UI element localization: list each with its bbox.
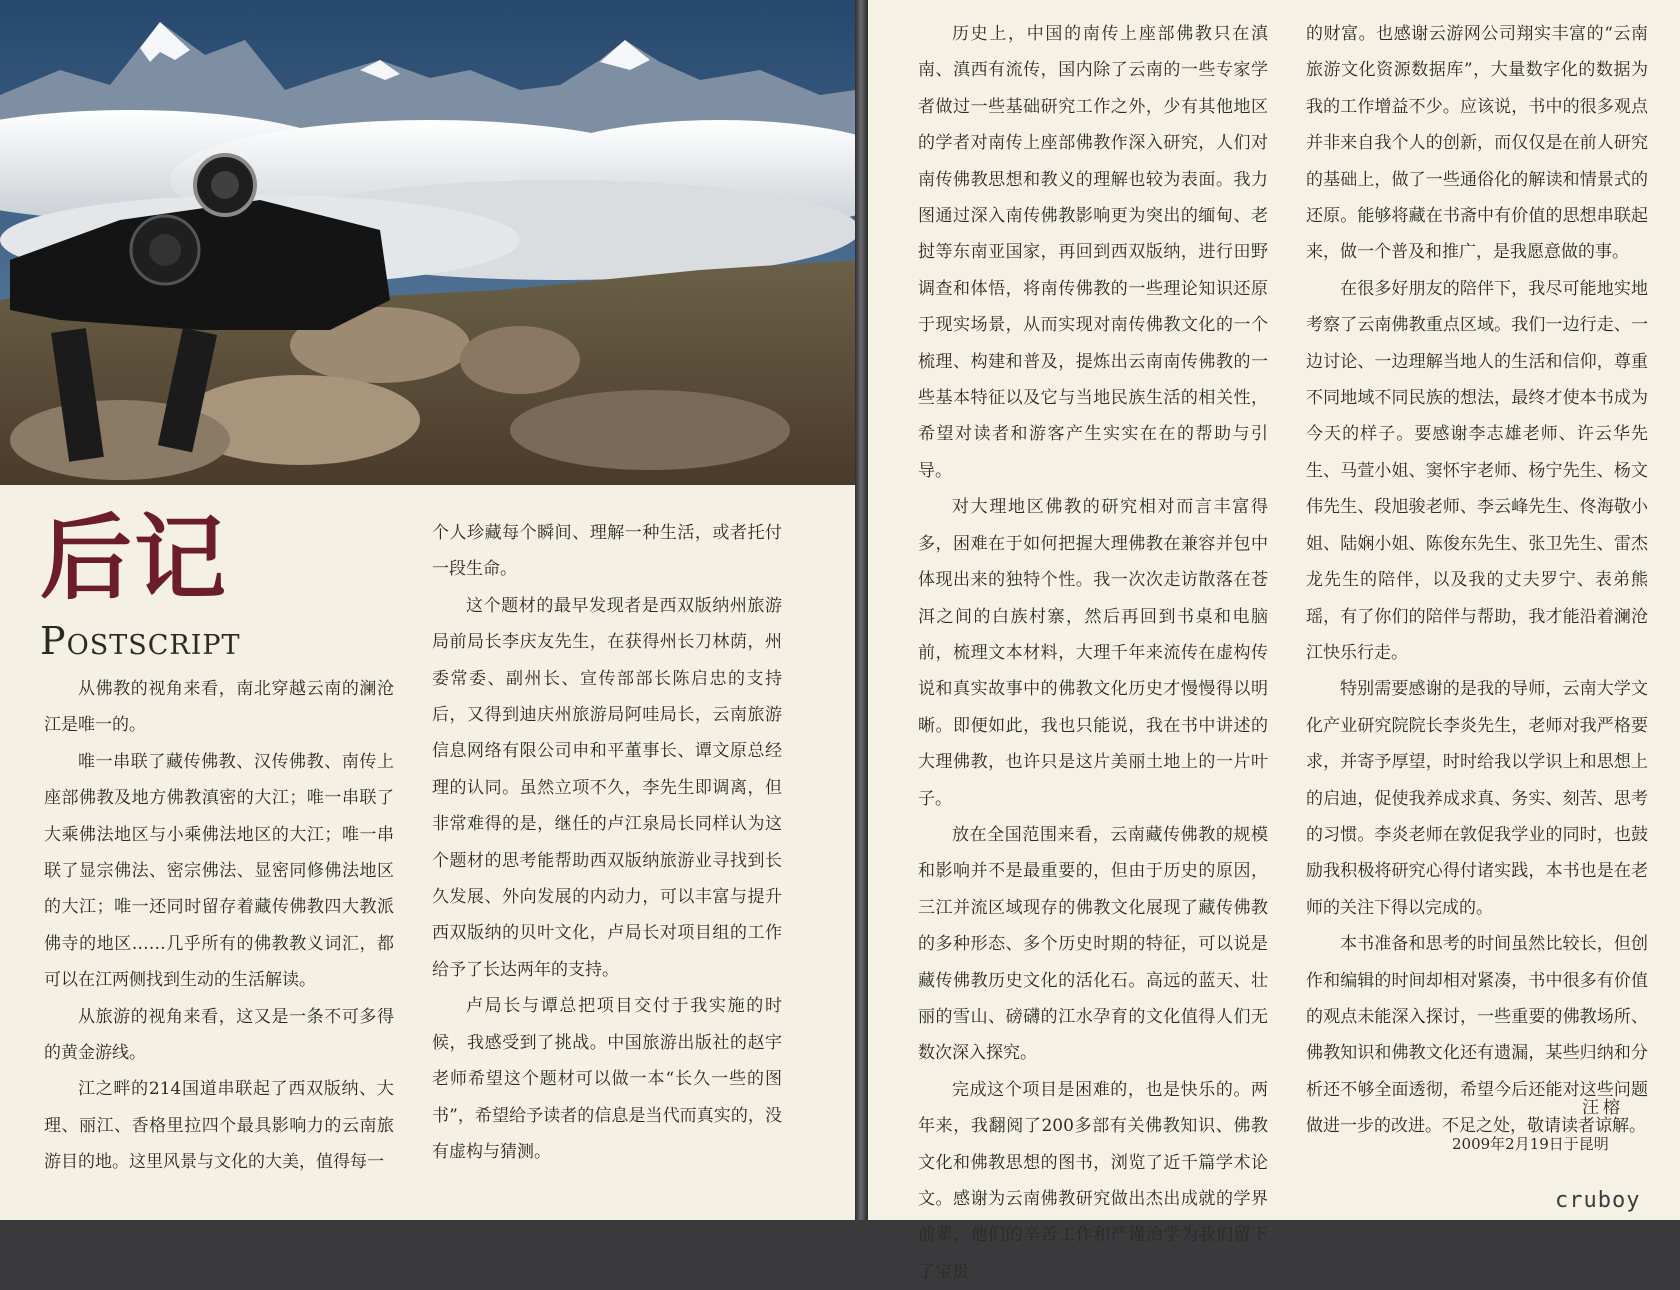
right-page [868,0,1680,1282]
page-subtitle: Postscript [40,619,241,663]
paragraph: 卢局长与谭总把项目交付于我实施的时候，我感受到了挑战。中国旅游出版社的赵宇老师希望这个题材可以做一本“长久一些的图书”，希望给予读者的信息是当代而真实的，没有虚构与猜测。 [432,996,782,1162]
paragraph: 江之畔的214国道串联起了西双版纳、大理、丽江、香格里拉四个最具影响力的云南旅游目的地。这里风景与文化的大美，值得每一 [44,1079,394,1173]
text-column-left-2 [432,515,782,1170]
paragraph: 本书准备和思考的时间虽然比较长，但创作和编辑的时间却相对紧凑，书中很多有价值的观点未能深入探讨，一些重要的佛教场所、佛教知识和佛教文化还有遗漏，某些归纳和分析还不够全面透彻，希望今后还能对这些问题做进一步的改进。不足之处，敬请读者谅解。 [1306,934,1648,1137]
watermark: cruboy [1555,1188,1641,1213]
paragraph: 唯一串联了藏传佛教、汉传佛教、南传上座部佛教及地方佛教滇密的大江；唯一串联了大乘佛法地区与小乘佛法地区的大江；唯一串联了显宗佛法、密宗佛法、显密同修佛法地区的大江；唯一还同时留存着藏传佛教四大教派佛寺的地区……几乎所有的佛教教义词汇，都可以在江两侧找到生动的生活解读。 [44,751,394,991]
text-column-right-1 [918,16,1268,1290]
paragraph: 特别需要感谢的是我的导师，云南大学文化产业研究院院长李炎先生，老师对我严格要求，并寄予厚望，时时给我以学识上和思想上的启迪，促使我养成求真、务实、刻苦、思考的习惯。李炎老师在敦促我学业的同时，也鼓励我积极将研究心得付诸实践，本书也是在老师的关注下得以完成的。 [1306,679,1648,918]
date-line: 2009年2月19日于昆明 [1452,1135,1609,1153]
mountain-camera-photo [0,0,855,485]
paragraph: 在很多好朋友的陪伴下，我尽可能地实地考察了云南佛教重点区域。我们一边行走、一边讨论、一边理解当地人的生活和信仰，尊重不同地域不同民族的想法，最终才使本书成为今天的样子。要感谢李志雄老师、许云华先生、马萱小姐、窦怀宇老师、杨宁先生、杨文伟先生、段旭骏老师、李云峰先生、佟海敬小姐、陆娴小姐、陈俊东先生、张卫先生、雷杰龙先生的陪伴，以及我的丈夫罗宁、表弟熊瑶，有了你们的陪伴与帮助，我才能沿着澜沧江快乐行走。 [1306,278,1648,663]
paragraph: 放在全国范围来看，云南藏传佛教的规模和影响并不是最重要的，但由于历史的原因，三江并流区域现存的佛教文化展现了藏传佛教的多种形态、多个历史时期的特征，可以说是藏传佛教历史文化的活化石。高远的蓝天、壮丽的雪山、磅礴的江水孕育的文化值得人们无数次深入探究。 [918,824,1268,1064]
author-signature: 汪榕 [1582,1098,1624,1118]
paragraph: 的财富。也感谢云游网公司翔实丰富的“云南旅游文化资源数据库”，大量数字化的数据为我的工作增益不少。应该说，书中的很多观点并非来自我个人的创新，而仅仅是在前人研究的基础上，做了一些通俗化的解读和情景式的还原。能够将藏在书斋中有价值的思想串联起来，做一个普及和推广，是我愿意做的事。 [1306,24,1648,263]
paragraph: 历史上，中国的南传上座部佛教只在滇南、滇西有流传，国内除了云南的一些专家学者做过一些基础研究工作之外，少有其他地区的学者对南传上座部佛教作深入研究，人们对南传佛教思想和教义的理解也较为表面。我力图通过深入南传佛教影响更为突出的缅甸、老挝等东南亚国家，再回到西双版纳，进行田野调查和体悟，将南传佛教的一些理论知识还原于现实场景，从而实现对南传佛教文化的一个梳理、构建和普及，提炼出云南南传佛教的一些基本特征以及它与当地民族生活的相关性，希望对读者和游客产生实实在在的帮助与引导。 [918,24,1268,481]
text-column-left-1 [44,671,394,1181]
paragraph: 完成这个项目是困难的，也是快乐的。两年来，我翻阅了200多部有关佛教知识、佛教文化和佛教思想的图书，浏览了近千篇学术论文。感谢为云南佛教研究做出杰出成就的学界前辈，他们的辛苦工作和严谨治学为我们留下了宝贵 [918,1079,1268,1282]
text-column-right-2 [1306,16,1648,1145]
paragraph: 从旅游的视角来看，这又是一条不可多得的黄金游线。 [44,1006,394,1064]
paragraph: 个人珍藏每个瞬间、理解一种生活，或者托付一段生命。 [432,523,782,580]
page-title: 后记 [40,504,229,612]
paragraph: 这个题材的最早发现者是西双版纳州旅游局前局长李庆友先生，在获得州长刀林荫，州委常委、副州长、宣传部部长陈启忠的支持后，又得到迪庆州旅游局阿哇局长，云南旅游信息网络有限公司申和平董事长、谭文原总经理的认同。虽然立项不久，李先生即调离，但非常难得的是，继任的卢江泉局长同样认为这个题材的思考能帮助西双版纳旅游业寻找到长久发展、外向发展的内动力，可以丰富与提升西双版纳的贝叶文化，卢局长对项目组的工作给予了长达两年的支持。 [432,595,782,980]
book-gutter [855,0,868,1220]
paragraph: 从佛教的视角来看，南北穿越云南的澜沧江是唯一的。 [44,679,394,736]
paragraph: 对大理地区佛教的研究相对而言丰富得多，困难在于如何把握大理佛教在兼容并包中体现出来的独特个性。我一次次走访散落在苍洱之间的白族村寨，然后再回到书桌和电脑前，梳理文本材料，大理千年来流传在虚构传说和真实故事中的佛教文化历史才慢慢得以明晰。即便如此，我也只能说，我在书中讲述的大理佛教，也许只是这片美丽土地上的一片叶子。 [918,497,1268,809]
left-page [0,0,855,1220]
